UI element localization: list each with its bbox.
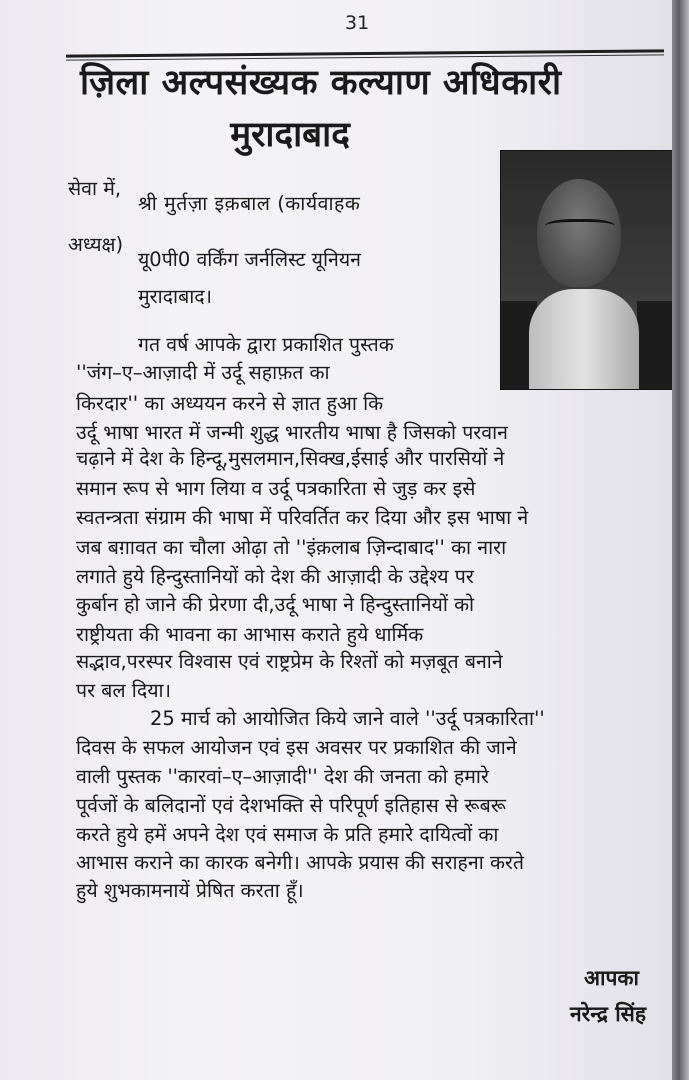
heading-city: मुरादाबाद xyxy=(230,115,350,155)
para1-line: सद्भाव,परस्पर विश्वास एवं राष्ट्रप्रेम के रिश्तों को मज़बूत बनाने xyxy=(76,650,503,673)
book-spine xyxy=(672,0,689,1080)
para2-line: दिवस के सफल आयोजन एवं इस अवसर पर प्रकाशित की जाने xyxy=(76,736,517,759)
para1-line: स्वतन्त्रता संग्राम की भाषा में परिवर्तित कर दिया और इस भाषा ने xyxy=(76,506,529,529)
address-organisation: यू0पी0 वर्किंग जर्नलिस्ट यूनियन xyxy=(138,248,361,271)
portrait-photo xyxy=(500,150,672,390)
signature-closing: आपका xyxy=(584,966,639,990)
para2-line: वाली पुस्तक ''कारवां–ए–आज़ादी'' देश की जनता को हमारे xyxy=(76,765,489,788)
para2-line: 25 मार्च को आयोजित किये जाने वाले ''उर्दू पत्रकारिता'' xyxy=(150,707,545,730)
signature-name: नरेन्द्र सिंह xyxy=(570,1002,646,1026)
para1-line: किरदार'' का अध्ययन करने से ज्ञात हुआ कि xyxy=(76,392,384,415)
para1-line: राष्ट्रीयता की भावना का आभास कराते हुये धार्मिक xyxy=(76,623,424,646)
para2-line: करते हुये हमें अपने देश एवं समाज के प्रति हमारे दायित्वों का xyxy=(76,823,499,846)
para1-line: ''जंग–ए–आज़ादी में उर्दू सहाफ़त का xyxy=(76,361,330,384)
para1-line: उर्दू भाषा भारत में जन्मी शुद्ध भारतीय भाषा है जिसको परवान xyxy=(76,421,508,444)
para2-line: हुये शुभकामनायें प्रेषित करता हूँ। xyxy=(76,879,304,902)
page-number: 31 xyxy=(345,12,370,34)
address-city: मुरादाबाद। xyxy=(138,285,213,308)
para1-line: कुर्बान हो जाने की प्रेरणा दी,उर्दू भाषा ने हिन्दुस्तानियों को xyxy=(76,593,475,616)
para1-line: पर बल दिया। xyxy=(76,679,171,702)
para2-line: आभास कराने का कारक बनेगी। आपके प्रयास की सराहना करते xyxy=(76,851,525,874)
para1-line: गत वर्ष आपके द्वारा प्रकाशित पुस्तक xyxy=(138,333,394,356)
photo-jacket-right xyxy=(637,301,672,390)
address-designation: अध्यक्ष) xyxy=(68,233,124,256)
para1-line: समान रूप से भाग लिया व उर्दू पत्रकारिता से जुड़ कर इसे xyxy=(76,477,476,500)
para1-line: चढ़ाने में देश के हिन्दू,मुसलमान,सिक्ख,ईसाई और पारसियों ने xyxy=(76,447,505,470)
photo-glasses xyxy=(545,219,615,236)
address-recipient: श्री मुर्तज़ा इक़बाल (कार्यवाहक xyxy=(138,192,361,215)
address-salutation: सेवा में, xyxy=(68,177,122,200)
photo-shirt xyxy=(529,289,639,390)
para2-line: पूर्वजों के बलिदानों एवं देशभक्ति से परिपूर्ण इतिहास से रूबरू xyxy=(76,794,506,817)
para1-line: जब बग़ावत का चौला ओढ़ा तो ''इंक़लाब ज़िन्दाबाद'' का नारा xyxy=(76,536,507,559)
heading-title: ज़िला अल्पसंख्यक कल्याण अधिकारी xyxy=(80,63,562,103)
para1-line: लगाते हुये हिन्दुस्तानियों को देश की आज़ादी के उद्देश्य पर xyxy=(76,565,474,588)
